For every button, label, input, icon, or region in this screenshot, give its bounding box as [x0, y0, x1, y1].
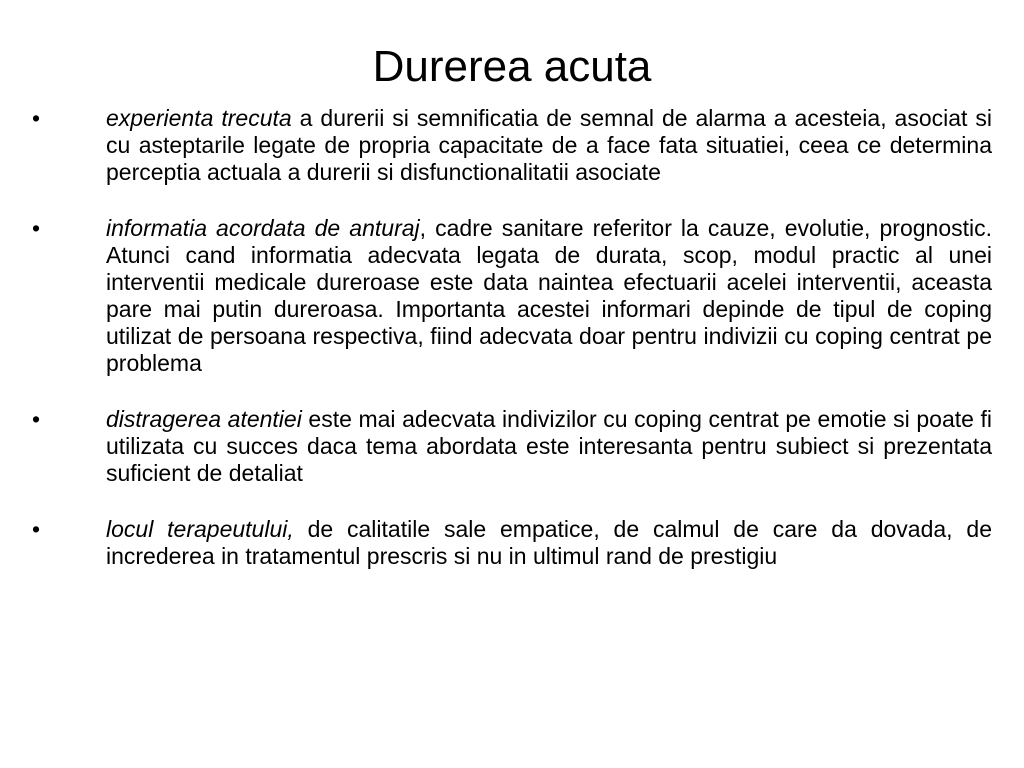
bullet-lead-text: distragerea atentiei	[106, 406, 302, 432]
bullet-body-text: , cadre sanitare referitor la cauze, evolutie, prognostic. Atunci cand informatia adecvata legata de durata, scop, modul practic al unei interventii medicale dureroase este data naintea efectuarii acelei interventii, aceasta pare mai putin dureroasa. Importanta acestei informari depinde de tipul de coping utilizat de persoana respectiva, fiind adecvata doar pentru indivizii cu coping centrat pe problema	[106, 215, 993, 376]
bullet-body-text: a durerii si semnificatia de semnal de alarma a acesteia, asociat si cu asteptarile legate de propria capacitate de a face fata situatiei, ceea ce determina perceptia actuala a durerii si disfunctionalitatii asociate	[106, 105, 993, 185]
bullet-body-text: este mai adecvata indivizilor cu coping centrat pe emotie si poate fi utilizata cu succes daca tema abordata este interesanta pentru subiect si prezentata suficient de detaliat	[106, 406, 993, 486]
bullet-item	[32, 215, 992, 377]
slide-title: Durerea acuta	[372, 42, 652, 91]
bullet-icon: •	[32, 406, 41, 432]
bullet-icon: •	[32, 105, 41, 131]
bullet-lead-text: informatia acordata de anturaj	[106, 215, 420, 241]
bullet-item	[32, 105, 992, 186]
bullet-icon: •	[32, 516, 41, 542]
bullet-body-text: de calitatile sale empatice, de calmul de care da dovada, de increderea in tratamentul prescris si nu in ultimul rand de prestigiu	[106, 516, 992, 569]
bullet-lead-text: locul terapeutului,	[106, 516, 294, 542]
bullet-icon: •	[32, 215, 41, 241]
bullet-lead-text: experienta trecuta	[106, 105, 292, 131]
bullet-list	[32, 105, 992, 570]
bullet-item	[32, 516, 992, 570]
bullet-item	[32, 406, 992, 487]
